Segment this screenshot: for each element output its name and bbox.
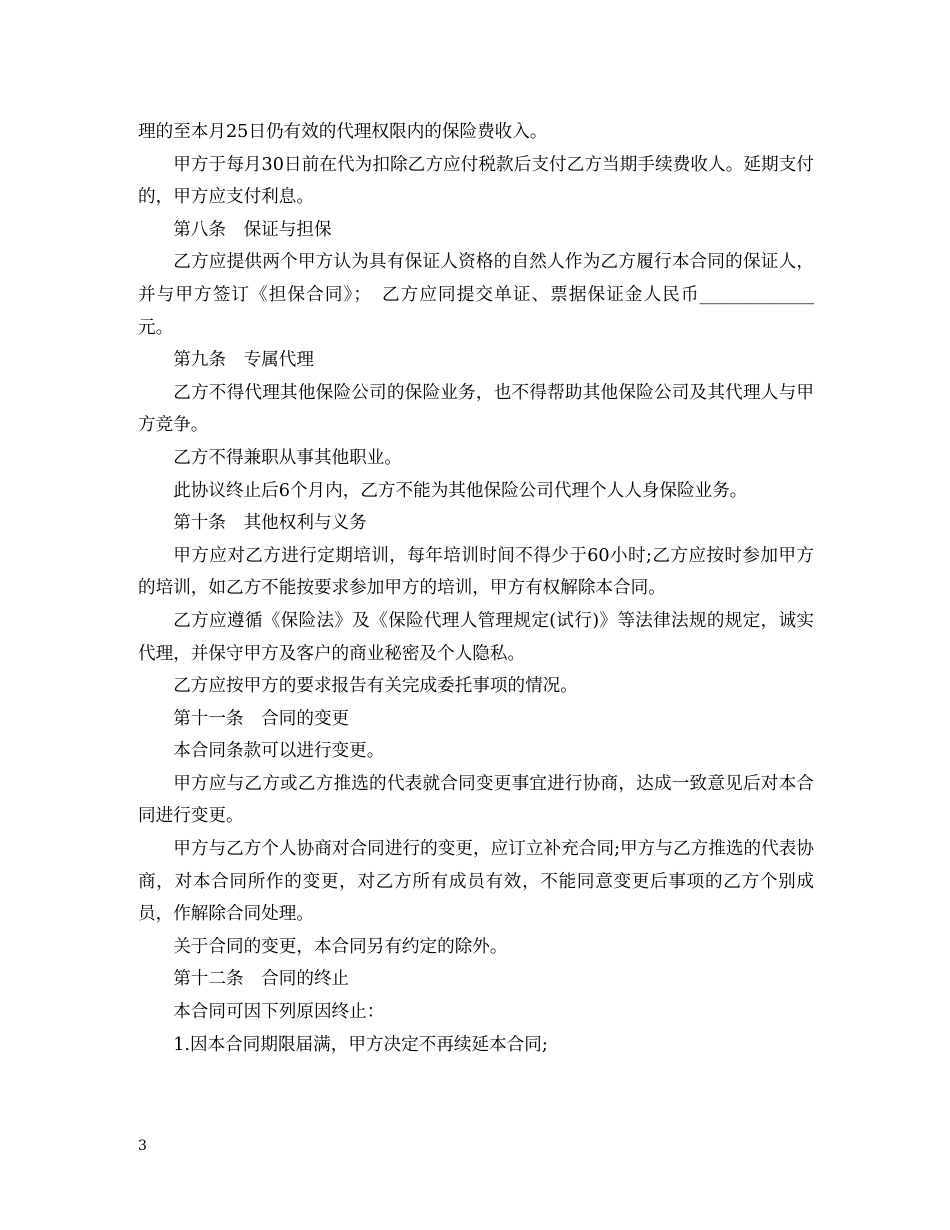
paragraph-exclusive-3: 此协议终止后6个月内，乙方不能为其他保险公司代理个人人身保险业务。 — [173, 480, 748, 501]
paragraph-1: 理的至本月25日仍有效的代理权限内的保险费收入。 — [138, 122, 548, 142]
paragraph-exclusive-1: 乙方不得代理其他保险公司的保险业务，也不得帮助其他保险公司及其代理人与甲方竞争。 — [138, 382, 814, 436]
paragraph-2: 甲方于每月30日前在代为扣除乙方应付税款后支付乙方当期手续费收人。延期支付的，甲方应支付利息。 — [138, 154, 814, 208]
document-body — [138, 116, 814, 1061]
paragraph-rights-3: 乙方应按甲方的要求报告有关完成委托事项的情况。 — [173, 676, 578, 697]
paragraph-change-4: 关于合同的变更，本合同另有约定的除外。 — [173, 936, 508, 957]
paragraph-termination-2: 1.因本合同期限届满，甲方决定不再续延本合同; — [173, 1034, 548, 1055]
section-heading-10: 第十条 其他权利与义务 — [173, 513, 367, 534]
paragraph-change-1: 本合同条款可以进行变更。 — [173, 741, 385, 762]
paragraph-change-3: 甲方与乙方个人协商对合同进行的变更，应订立补充合同;甲方与乙方推选的代表协商，对本合同所作的变更，对乙方所有成员有效，不能同意变更后事项的乙方个别成员，作解除合同处理。 — [138, 839, 814, 925]
section-heading-8: 第八条 保证与担保 — [173, 219, 332, 240]
section-heading-12: 第十二条 合同的终止 — [173, 969, 350, 990]
paragraph-guarantee: 乙方应提供两个甲方认为具有保证人资格的自然人作为乙方履行本合同的保证人，并与甲方签订《担保合同》； 乙方应同提交单证、票据保证金人民币_____________元。 — [138, 252, 814, 338]
section-heading-9: 第九条 专属代理 — [173, 350, 314, 371]
paragraph-exclusive-2: 乙方不得兼职从事其他职业。 — [173, 447, 402, 468]
paragraph-termination-1: 本合同可因下列原因终止： — [173, 1002, 385, 1023]
section-heading-11: 第十一条 合同的变更 — [173, 708, 350, 729]
paragraph-rights-2: 乙方应遵循《保险法》及《保险代理人管理规定(试行)》等法律法规的规定，诚实代理，并保守甲方及客户的商业秘密及个人隐私。 — [138, 610, 814, 664]
paragraph-change-2: 甲方应与乙方或乙方推选的代表就合同变更事宜进行协商，达成一致意见后对本合同进行变更。 — [138, 773, 814, 827]
paragraph-rights-1: 甲方应对乙方进行定期培训，每年培训时间不得少于60小时;乙方应按时参加甲方的培训，如乙方不能按要求参加甲方的培训，甲方有权解除本合同。 — [138, 545, 814, 599]
page-number: 3 — [138, 1138, 147, 1154]
